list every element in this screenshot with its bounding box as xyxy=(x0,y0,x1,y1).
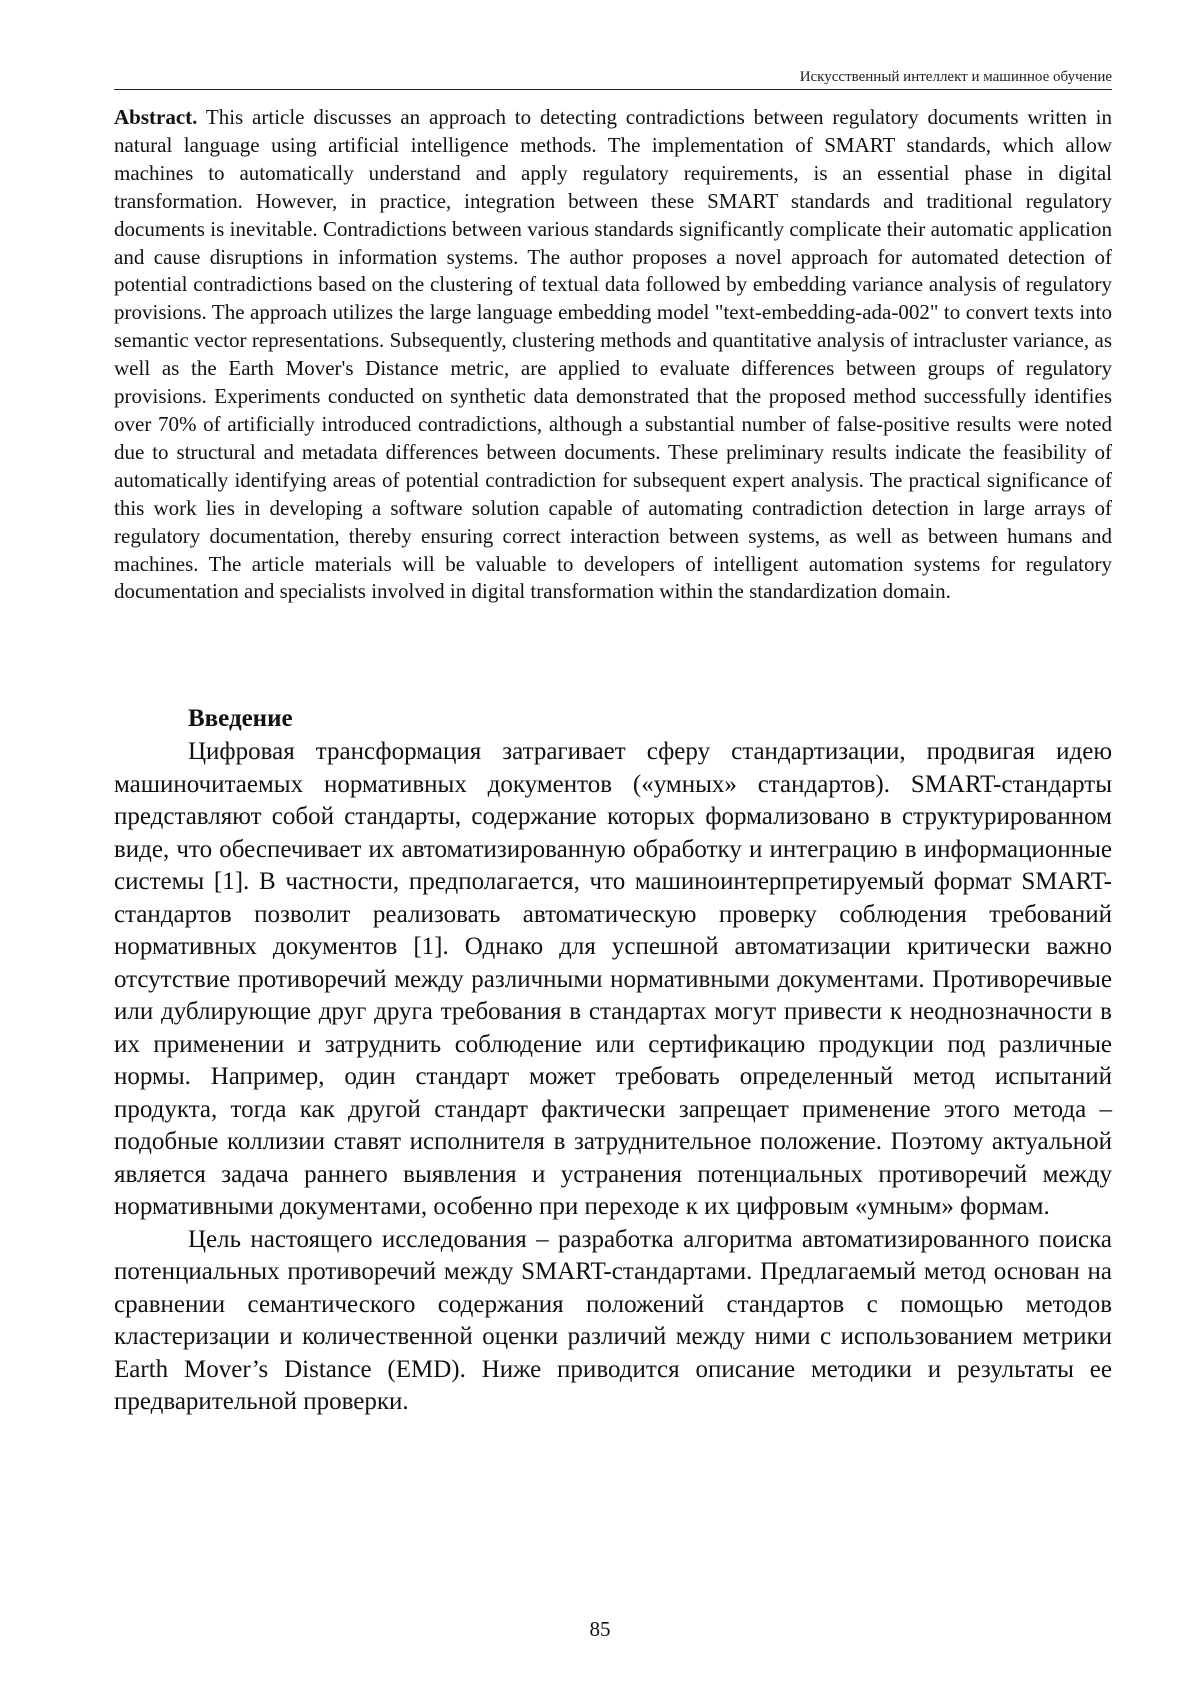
section-heading: Введение xyxy=(188,705,293,732)
running-header: Искусственный интеллект и машинное обучение xyxy=(799,69,1112,85)
paragraph: Цифровая трансформация затрагивает сферу стандартизации, продвигая идею машиночитаемых нормативных документов («умных» стандартов). SMART-стандарты представляют собой стандарты, содержание которых формализовано в структурированном виде, что обеспечивает их автоматизированную обработку и интеграцию в информационные системы [1]. В частности, предполагается, что машиноинтерпретируемый формат SMART-стандартов позволит реализовать автоматическую проверку соблюдения требований нормативных документов [1]. Однако для успешной автоматизации критически важно отсутствие противоречий между различными нормативными документами. Противоречивые или дублирующие друг друга требования в стандартах могут привести к неоднозначности в их применении и затруднить соблюдение или сертификацию продукции под различные нормы. Например, один стандарт может требовать определенный метод испытаний продукта, тогда как другой стандарт фактически запрещает применение этого метода – подобные коллизии ставят исполнителя в затруднительное положение. Поэтому актуальной является задача раннего выявления и устранения потенциальных противоречий между нормативными документами, особенно при переходе к их цифровым «умным» формам. xyxy=(114,738,1112,1220)
abstract-label: Abstract. xyxy=(114,105,198,129)
page-number: 85 xyxy=(589,1617,611,1641)
abstract-text: This article discusses an approach to detecting contradictions between regulatory documents written in natural language using artificial intelligence methods. The implementation of SMART standards, which allow machines to automatically understand and apply regulatory requirements, is an essential phase in digital transformation. However, in practice, integration between these SMART standards and traditional regulatory documents is inevitable. Contradictions between various standards significantly complicate their automatic application and cause disruptions in information systems. The author proposes a novel approach for automated detection of potential contradictions based on the clustering of textual data followed by embedding variance analysis of regulatory provisions. The approach utilizes the large language embedding model "text-embedding-ada-002" to convert texts into semantic vector representations. Subsequently, clustering methods and quantitative analysis of intracluster variance, as well as the Earth Mover's Distance metric, are applied to evaluate differences between groups of regulatory provisions. Experiments conducted on synthetic data demonstrated that the proposed method successfully identifies over 70% of artificially introduced contradictions, although a substantial number of false-positive results were noted due to structural and metadata differences between documents. These preliminary results indicate the feasibility of automatically identifying areas of potential contradiction for subsequent expert analysis. The practical significance of this work lies in developing a software solution capable of automating contradiction detection in large arrays of regulatory documentation, thereby ensuring correct interaction between systems, as well as between humans and machines. The article materials will be valuable to developers of intelligent automation systems for regulatory documentation and specialists involved in digital transformation within the standardization domain. xyxy=(114,105,1113,604)
paragraph: Цель настоящего исследования – разработка алгоритма автоматизированного поиска потенциальных противоречий между SMART-стандартами. Предлагаемый метод основан на сравнении семантического содержания положений стандартов с помощью методов кластеризации и количественной оценки различий между ними с использованием метрики Earth Mover’s Distance (EMD). Ниже приводится описание методики и результаты ее предварительной проверки. xyxy=(114,1225,1112,1415)
abstract xyxy=(114,104,1112,606)
introduction-section xyxy=(114,702,1112,1419)
header-rule xyxy=(114,89,1112,90)
